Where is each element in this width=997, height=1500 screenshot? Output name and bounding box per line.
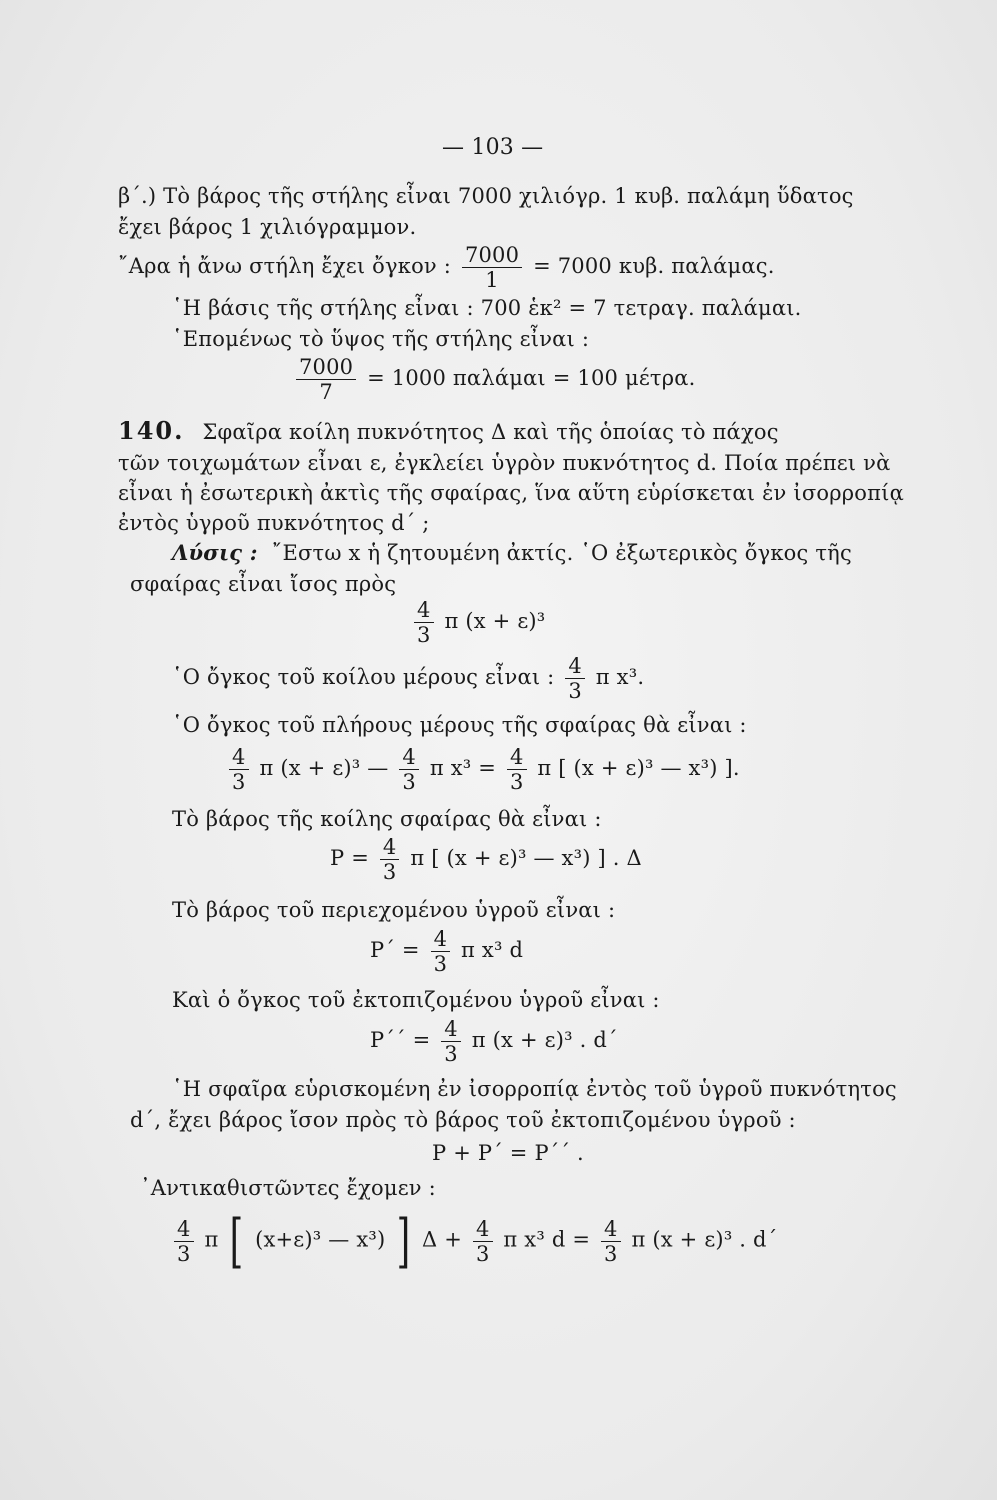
fraction-denominator: 3 [604,1241,618,1266]
lysis-line-2: σφαίρας εἶναι ἴσος πρὸς [130,572,397,596]
liquid-rhs: π x³ d [461,938,524,962]
fraction-numerator: 7000 [296,355,356,380]
fraction-numerator: 4 [473,1217,493,1242]
fraction-numerator: 4 [229,745,249,770]
basis-line: ῾Η βάσις τῆς στήλης εἶναι : 700 ἑκ² = 7 τετραγ. παλάμαι. [172,296,802,320]
liquid-equation [370,927,523,976]
fraction-7000-7 [296,355,356,404]
fraction-4-3 [380,835,400,884]
problem-line-1 [118,418,779,445]
fraction-denominator: 1 [485,268,499,292]
fraction-denominator: 3 [475,1241,490,1266]
problem-text-1: Σφαῖρα κοίλη πυκνότητος Δ καὶ τῆς ὁποίας τὸ πάχος [202,420,779,444]
displaced-text: Καὶ ὁ ὄγκος τοῦ ἐκτοπιζομένου ὑγροῦ εἶναι : [172,988,660,1012]
final-pi: π [204,1227,219,1252]
fraction-4-3 [473,1217,493,1266]
section-number: 140. [118,416,185,445]
equilibrium-line-1: ῾Η σφαῖρα εὑρισκομένη ἐν ἰσορροπίᾳ ἐντὸς τοῦ ὑγροῦ πυκνότητος [172,1077,897,1101]
ara-line [118,243,775,292]
hollow-volume-line [172,654,644,703]
final-term-3: π (x + ε)³ . d΄ [631,1227,778,1252]
ara-result: = 7000 κυβ. παλάμας. [533,254,775,278]
hollow-expr: π x³. [595,665,645,689]
fraction-7000-1 [462,243,522,292]
height-equation [292,355,696,404]
intro-line-1: β΄.) Τὸ βάρος τῆς στήλης εἶναι 7000 χιλιόγρ. 1 κυβ. παλάμη ὕδατος [118,184,854,208]
fraction-4-3 [229,745,249,794]
fraction-numerator: 7000 [462,243,522,268]
problem-line-2: τῶν τοιχωμάτων εἶναι ε, ἐγκλείει ὑγρὸν πυκνότητος d. Ποία πρέπει νὰ [118,451,891,475]
fraction-denominator: 7 [319,380,333,404]
full-volume-equation [225,745,740,794]
final-inner: (x+ε)³ — x³) [255,1227,386,1252]
outer-volume-expr: π (x + ε)³ [444,609,546,633]
fraction-denominator: 3 [402,770,416,794]
fraction-numerator: 4 [414,598,434,623]
fraction-4-3 [441,1017,461,1066]
ara-prefix: ῎Αρα ἡ ἄνω στήλη ἔχει ὄγκον : [118,254,452,278]
fraction-numerator: 4 [601,1217,621,1242]
problem-line-3: εἶναι ἡ ἐσωτερικὴ ἀκτὶς τῆς σφαίρας, ἵνα αὕτη εὑρίσκεται ἐν ἰσορροπίᾳ [118,481,904,505]
full-volume-text: ῾Ο ὄγκος τοῦ πλήρους μέρους τῆς σφαίρας θὰ εἶναι : [172,713,747,737]
full-term-3: π [ (x + ε)³ — x³) ]. [537,756,740,780]
fraction-4-3 [565,654,585,703]
lysis-label: Λύσις : [172,540,258,565]
weight-equation [330,835,642,884]
fraction-4-3 [414,598,434,647]
substitution-text: ᾿Αντικαθιστῶντες ἔχομεν : [140,1176,436,1200]
height-result: = 1000 παλάμαι = 100 μέτρα. [367,366,696,390]
fraction-numerator: 4 [431,927,451,952]
fraction-denominator: 3 [568,679,582,703]
weight-text: Τὸ βάρος τῆς κοίλης σφαίρας θὰ εἶναι : [172,807,602,831]
intro-line-2: ἔχει βάρος 1 χιλιόγραμμον. [118,215,417,239]
fraction-denominator: 3 [433,952,448,976]
fraction-numerator: 4 [399,745,419,770]
final-equation [170,1207,778,1275]
problem-line-4: ἐντὸς ὑγροῦ πυκνότητος d΄ ; [118,511,430,535]
fraction-numerator: 4 [507,745,527,770]
open-bracket: [ [229,1207,244,1275]
outer-volume-equation [410,598,545,647]
fraction-numerator: 4 [174,1217,194,1242]
liquid-lhs: P΄ = [370,938,420,962]
fraction-denominator: 3 [232,770,246,794]
final-term-2: π x³ d = [503,1227,591,1252]
fraction-4-3 [399,745,419,794]
equilibrium-line-2: d΄, ἔχει βάρος ἴσον πρὸς τὸ βάρος τοῦ ἐκτοπιζομένου ὑγροῦ : [130,1108,796,1132]
fraction-numerator: 4 [380,835,400,860]
hollow-prefix: ῾Ο ὄγκος τοῦ κοίλου μέρους εἶναι : [172,665,555,689]
fraction-denominator: 3 [382,860,397,884]
final-mid: Δ + [422,1227,463,1252]
lysis-line-1 [172,540,852,566]
fraction-denominator: 3 [417,623,431,647]
page-number: — 103 — [442,135,544,160]
displaced-rhs: π (x + ε)³ . d΄ [471,1028,618,1052]
fraction-denominator: 3 [444,1042,458,1066]
fraction-denominator: 3 [177,1241,191,1266]
displaced-lhs: P΄΄ = [370,1028,431,1052]
lysis-text-1: ῎Εστω x ἡ ζητουμένη ἀκτίς. ῾Ο ἐξωτερικὸς ὄγκος τῆς [271,541,852,565]
equilibrium-equation: P + P΄ = P΄΄ . [432,1141,584,1165]
weight-lhs: P = [330,846,370,870]
fraction-4-3 [431,927,451,976]
epomenos-line: ῾Επομένως τὸ ὕψος τῆς στήλης εἶναι : [172,327,590,351]
close-bracket: ] [396,1207,411,1275]
fraction-numerator: 4 [565,654,585,679]
weight-rhs: π [ (x + ε)³ — x³) ] . Δ [410,846,642,870]
fraction-numerator: 4 [441,1017,461,1042]
displaced-equation [370,1017,618,1066]
fraction-4-3 [174,1217,194,1266]
fraction-4-3 [601,1217,621,1266]
full-term-1: π (x + ε)³ — [259,756,389,780]
fraction-denominator: 3 [509,770,524,794]
fraction-4-3 [507,745,527,794]
full-term-2: π x³ = [429,756,497,780]
liquid-text: Τὸ βάρος τοῦ περιεχομένου ὑγροῦ εἶναι : [172,898,616,922]
